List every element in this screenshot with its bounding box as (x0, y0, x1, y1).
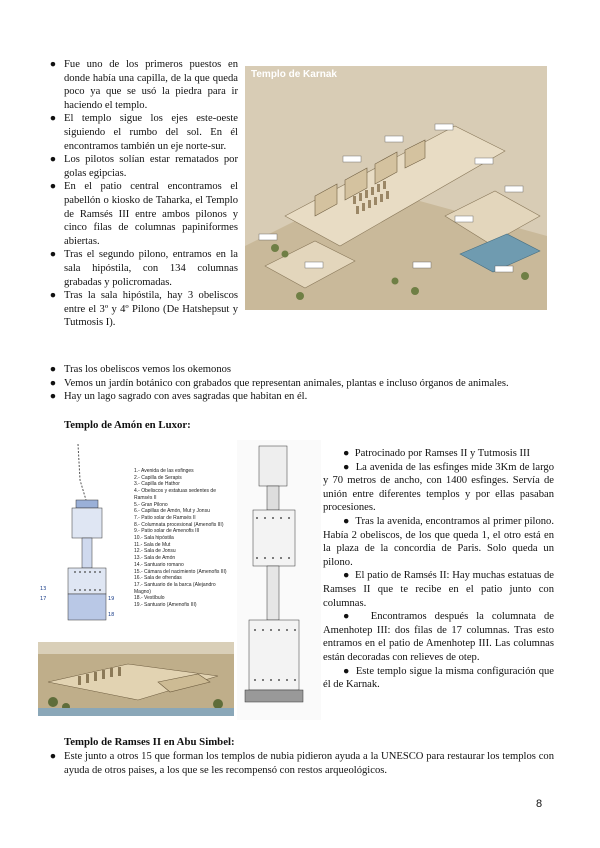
karnak-image-title: Templo de Karnak (251, 69, 337, 80)
bullet-icon: ● (49, 59, 57, 70)
karnak-drawing (245, 66, 547, 310)
bullet-icon: ● (343, 570, 350, 582)
bullet-icon: ● (49, 751, 57, 762)
bullet-icon: ● (49, 290, 57, 302)
bullet-text: Vemos un jardín botánico con grabados que representan animales, plantas e incluso órganos de animales. (64, 377, 509, 389)
legend-entry: 7.- Patio solar de Ramsés II (134, 514, 196, 521)
bullet-icon: ● (343, 611, 355, 623)
legend-entry: 15.- Cámara del nacimiento (Amenofis III) (134, 568, 227, 575)
legend-entry: 1.- Avenida de las esfinges (134, 468, 194, 474)
legend-entry: 12.- Sala de Jonsu (134, 548, 176, 555)
bullet-icon: ● (343, 448, 350, 459)
list-item (323, 447, 554, 461)
legend-entry: 11.- Sala de Mut (134, 541, 171, 548)
luxor-photo-drawing (38, 642, 234, 716)
legend-entry: 2.- Capilla de Serapis (134, 474, 182, 481)
bullet-text: La avenida de las esfinges mide 3Km de largo y 70 metros de ancho, con 1400 esfinges. Servía de unión entre diferentes templos y por ellas pasaban procesiones. (323, 461, 555, 514)
abu-simbel-bullet-list (46, 750, 554, 777)
bullet-text: Tras los obeliscos vemos los okemonos (64, 364, 232, 375)
list-item (46, 363, 554, 377)
legend-entry: 18.- Vestíbulo (134, 595, 165, 602)
floor-plan-drawing (237, 440, 321, 720)
luxor-plan-diagram (38, 440, 231, 630)
legend-entry: 10.- Sala hipóstila (134, 535, 174, 542)
luxor-aerial-photo (38, 642, 234, 716)
abu-simbel-heading: Templo de Ramses II en Abu Simbel: (64, 736, 235, 748)
legend-entry: 9.- Patio solar de Amenofis III (134, 528, 200, 535)
list-item (46, 390, 554, 404)
bullet-text: Fue uno de los primeros puestos en donde había una capilla, de la que queda poco ya que se usó la piedra para ir haciendo el templo. (64, 59, 238, 111)
legend-entry: 16.- Sala de ofrendas (134, 575, 182, 582)
list-item (46, 248, 238, 289)
list-item (46, 112, 238, 153)
bullet-text: Patrocinado por Ramses II y Tutmosis III (354, 448, 531, 459)
legend-entry: 8.- Columnata procesional (Amenofis III) (134, 521, 224, 528)
svg-text:18: 18 (108, 612, 115, 618)
bullet-icon: ● (49, 181, 57, 193)
legend-entry: 3.- Capilla de Hathor (134, 481, 180, 488)
bullet-icon: ● (49, 154, 57, 166)
plan-legend (134, 468, 231, 609)
list-item (323, 569, 554, 610)
svg-text:19: 19 (108, 596, 115, 602)
legend-entry: 4.- Obeliscos y estatuas sedentes de Ramsés II (134, 488, 216, 501)
karnak-full-bullet-list (46, 363, 554, 404)
luxor-bullet-list (323, 447, 554, 692)
list-item (46, 153, 238, 180)
luxor-heading: Templo de Amón en Luxor: (64, 419, 191, 431)
svg-text:13: 13 (40, 586, 47, 592)
legend-entry: 6.- Capillas de Amón, Mut y Jonsu (134, 508, 210, 515)
legend-entry: 5.- Gran Pilono (134, 501, 168, 508)
bullet-icon: ● (49, 249, 57, 261)
list-item (323, 515, 554, 569)
legend-entry: 19.- Santuario (Amenofis III) (134, 602, 197, 609)
list-item (323, 461, 554, 515)
bullet-text: Encontramos después la columnata de Amenhotep III: dos filas de 17 columnas. Tras esto entramos en el patio de Amenhotep III. Las columnas están decoradas con relieves de otep. (323, 611, 554, 663)
legend-entry: 13.- Sala de Amón (134, 555, 176, 562)
bullet-icon: ● (49, 391, 57, 403)
bullet-text: Tras la sala hipóstila, hay 3 obeliscos entre el 3º y 4º Pilono (De Hatshepsut y Tutmosis I). (64, 290, 238, 329)
list-item (46, 180, 238, 248)
list-item (46, 377, 554, 391)
legend-entry: 14.- Santuario romano (134, 561, 184, 568)
bullet-text: Este templo sigue la misma configuración que él de Karnak. (323, 665, 555, 691)
bullet-text: El patio de Ramsés II: Hay muchas estatuas de Ramses II que te recibe en el patio junto con columnas. (323, 570, 555, 609)
bullet-text: Tras la avenida, encontramos al primer pilono. Había 2 obeliscos, de los que queda 1, el otro está en la plaza de la concordia de Paris. Solo queda un pilono. (323, 515, 555, 568)
bullet-icon: ● (49, 113, 57, 125)
bullet-text: En el patio central encontramos el pabellón o kiosko de Taharka, el Templo de Ramsés III entre ambos pilonos y cinco filas de columnas papiniformes abiertas. (64, 181, 238, 247)
list-item (46, 58, 238, 112)
list-item (46, 289, 238, 330)
bullet-text: Este junto a otros 15 que forman los templos de nubia pidieron ayuda a la UNESCO para restaurar los templos con ayuda de otros paises, a los que se les recompensó con restos arqueológicos. (64, 751, 554, 776)
page-number: 8 (536, 798, 543, 810)
list-item (323, 665, 554, 692)
list-item (323, 610, 554, 664)
bullet-icon: ● (343, 515, 350, 527)
karnak-illustration (245, 66, 547, 310)
list-item (46, 750, 554, 777)
bullet-icon: ● (343, 665, 350, 677)
bullet-icon: ● (343, 461, 350, 473)
bullet-icon: ● (49, 377, 57, 389)
karnak-bullet-list (46, 58, 238, 330)
bullet-text: Los pilotos solían estar rematados por golas egipcias. (64, 154, 238, 179)
bullet-text: El templo sigue los ejes este-oeste siguiendo el rumbo del sol. En él encontramos también un eje norte-sur. (64, 113, 238, 152)
luxor-floor-plan (237, 440, 321, 720)
luxor-plan-drawing (38, 440, 134, 630)
bullet-text: Tras el segundo pilono, entramos en la sala hipóstila, con 134 columnas grabadas y policromadas. (64, 249, 238, 288)
legend-entry: 17.- Santuario de la barca (Alejandro Magno) (134, 581, 216, 595)
bullet-text: Hay un lago sagrado con aves sagradas que habitan en él. (64, 391, 308, 403)
bullet-icon: ● (49, 364, 57, 375)
svg-text:17: 17 (40, 596, 47, 602)
